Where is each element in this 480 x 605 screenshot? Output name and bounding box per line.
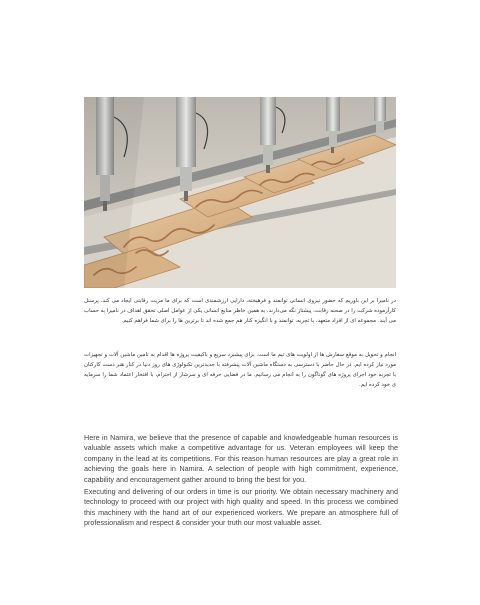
persian-paragraph-2: انجام و تحویل به موقع سفارش ها از اولویت های تیم ما است. برای پیشبرد سریع و باکیفیت پروژه ها اقدام به تامین ماشین آلات و تجهیزات مورد نیاز کرده ایم. در حال حاضر با دسترسی به دستگاه ماشین آلات پیشرفته با جدیدترین تکنولوژی های روز دنیا در کنار هنر دست کارکنان با تجربه خود اجرای پروژه های گوناگون را به انجام می رسانیم. ما در فضایی حرفه ای و سرشار از احترام، با افتخار اعتماد شما را سرمایه ی خود کرده ایم.: [84, 352, 396, 388]
cnc-carving-illustration: [84, 97, 396, 288]
english-paragraph-1: Here in Namira, we believe that the presence of capable and knowledgeable human resources is valuable assets which make a competitive advantage for us. Veteran employees will keep the company in the lead at its competitions. For this reason human resources are play a great role in achieving the goals here in Namira. A selection of people with high commitment, experience, capability and encouragement gather around to bring the best for you.: [84, 433, 398, 484]
english-paragraph-2: Executing and delivering of our orders in time is our priority. We obtain necessary machinery and technology to proceed with our project with high quality and speed. In this process we combined this machinery with the hand art of our experienced workers. We prepare an atmosphere full of professionalism and respect & consider your truth our most valuable asset.: [84, 487, 398, 528]
persian-paragraph-1: در نامیرا بر این باوریم که حضور نیروی انسانی توانمند و فرهیخته، دارایی ارزشمندی است که برای ما مزیت رقابتی ایجاد می کند. پرسنل کارآزموده شرکت را در صحنه رقابت، پیشتاز نگه می‌دارند. به همین خاطر منابع انسانی یکی از عوامل اصلی تحقق اهداف در نامیرا به حساب می آیند. مجموعه ای از افراد متعهد، با تجربه، توانمند و با انگیزه کنار هم جمع شده اند تا برترین ها را برای شما فراهم کنیم.: [84, 298, 396, 324]
cnc-carving-photo: [84, 97, 396, 288]
